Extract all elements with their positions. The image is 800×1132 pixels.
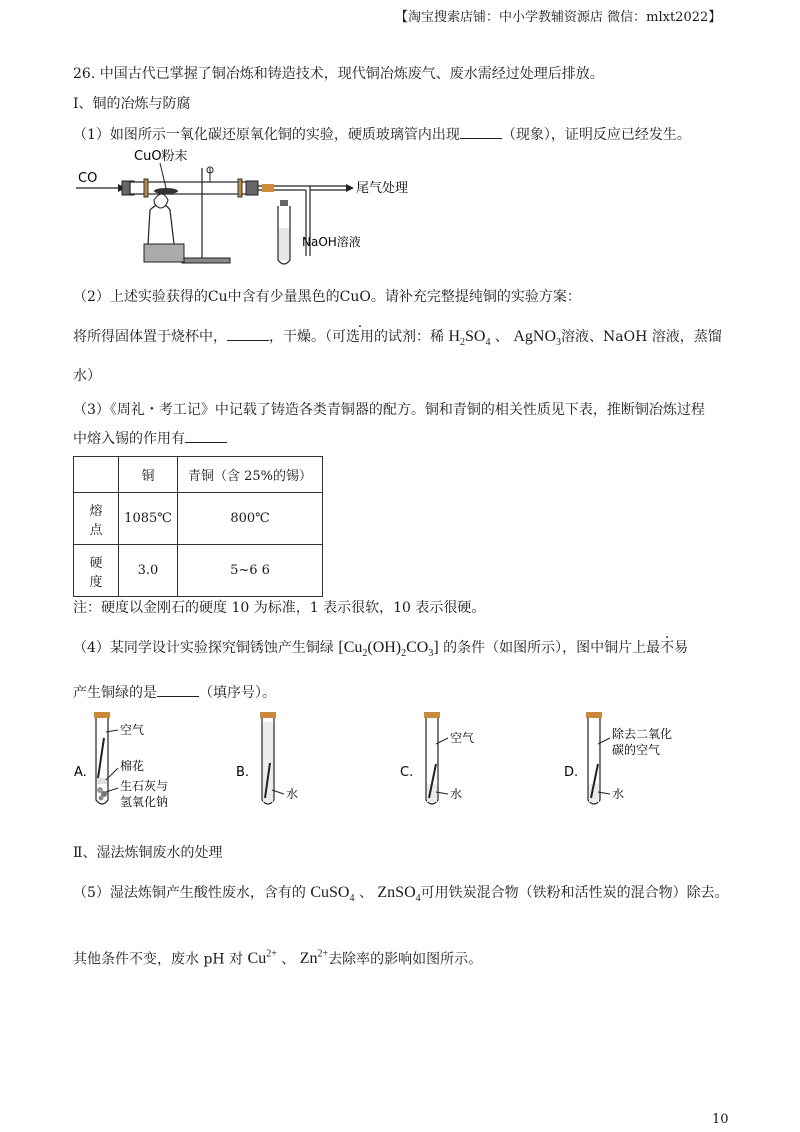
tube-d-water-label: 水 (612, 787, 625, 801)
q4-pre: （4）某同学设计实验探究铜锈蚀产生铜绿 (73, 640, 334, 656)
formula-cuso4: CuSO$_4$ (310, 884, 355, 905)
tube-d-letter: D. (564, 765, 579, 780)
tube-c-letter: C. (400, 765, 414, 780)
q4-line1 (73, 638, 688, 664)
header-shop-info: 【淘宝搜索店铺：中小学教辅资源店 微信：mlxt2022】 (395, 10, 722, 25)
tube-b-water-label: 水 (286, 787, 299, 801)
q1-pre: （1）如图所示一氧化碳还原氧化铜的实验，硬质玻璃管内出现 (73, 127, 460, 143)
q3-text: 中熔入锡的作用有 (73, 431, 185, 447)
q2-line3: 水） (73, 368, 101, 384)
q2-end: 溶液、NaOH 溶液，蒸馏 (561, 329, 722, 345)
formula-cu2oh2co3: $[Cu_2(OH)_2CO_3]$ (338, 639, 439, 660)
co-label: CO (78, 171, 98, 186)
table-header-row (74, 457, 323, 493)
q3-line2 (73, 428, 227, 449)
q3-line1: （3）《周礼・考工记》中记载了铸造各类青铜器的配方。铜和青铜的相关性质见下表，推断铜冶炼过程 (73, 402, 705, 418)
intro-text: 中国古代已掌握了铜冶炼和铸造技术，现代铜冶炼废气、废水需经过处理后排放。 (99, 66, 604, 82)
q2-line1: （2）上述实验获得的Cu中含有少量黑色的CuO。请补充完整提纯铜的实验方案： (73, 289, 581, 305)
q2-sep: 、 (494, 329, 509, 345)
copper-bronze-properties-table (73, 456, 323, 597)
copper-corrosion-tubes-diagram (70, 708, 730, 820)
tube-d (564, 712, 672, 804)
q4-emphasis: 不 (660, 640, 675, 656)
cuo-label: CuO粉末 (134, 149, 188, 164)
tube-d-air-label-2: 碳的空气 (612, 743, 661, 757)
q1-text (73, 124, 691, 145)
tube-c (400, 712, 474, 804)
table-header-cell: 青铜（含 25%的锡） (178, 457, 323, 493)
section2-title: Ⅱ、湿法炼铜废水的处理 (73, 845, 223, 861)
q2-tail: 的试剂：稀 (374, 329, 444, 345)
question-number: 26. (73, 66, 96, 82)
q6-line (73, 945, 482, 969)
q6-pre: 其他条件不变，废水 pH 对 (73, 951, 244, 968)
naoh-label: NaOH溶液 (302, 235, 361, 249)
copper-plate (98, 738, 104, 778)
table-header-cell (74, 457, 119, 493)
q4-post-a: 的条件（如图所示），图中铜片上最 (443, 640, 661, 656)
table-row (74, 545, 323, 597)
q1-post: （现象），证明反应已经发生。 (501, 127, 691, 143)
tube-b (236, 712, 298, 804)
formula-cu2plus: $Cu^{2+}$ (247, 949, 277, 968)
table-row-label: 硬 度 (74, 545, 119, 597)
exhaust-label: 尾气处理 (356, 181, 409, 196)
table-cell: 800℃ (178, 493, 323, 545)
cuo-powder (154, 188, 178, 194)
table-header-cell: 铜 (119, 457, 178, 493)
co-reduction-apparatus-diagram (70, 148, 430, 273)
q5-post: 可用铁炭混合物（铁粉和活性炭的混合物）除去。 (420, 885, 729, 901)
page-number: 10 (712, 1112, 729, 1127)
table-row-label: 熔 点 (74, 493, 119, 545)
formula-znso4: ZnSO$_4$ (377, 884, 421, 905)
q2-answer-blank[interactable] (227, 326, 269, 341)
q4-line2 (73, 682, 276, 703)
formula-h2so4: $H_2SO_4$ (448, 328, 491, 349)
tube-a-cotton-label: 棉花 (120, 759, 145, 773)
question-intro (73, 64, 604, 84)
q6-post: 去除率的影响如图所示。 (328, 951, 483, 968)
tube-a-letter: A. (74, 765, 87, 780)
tube-a-lime-label: 生石灰与 (120, 779, 169, 793)
q2-pre: 将所得固体置于烧杯中， (73, 329, 227, 345)
hardness-note: 注：硬度以金刚石的硬度 10 为标准，1 表示很软，10 表示很硬。 (73, 600, 486, 616)
q6-sep: 、 (281, 951, 296, 968)
lamp-base (144, 244, 184, 262)
q4-line2-pre: 产生铜绿的是 (73, 685, 157, 701)
tube-c-water-label: 水 (450, 787, 463, 801)
tube-a (74, 712, 168, 809)
tube-b-letter: B. (236, 765, 250, 780)
q4-answer-blank[interactable] (157, 682, 199, 697)
q3-answer-blank[interactable] (185, 428, 227, 443)
q1-answer-blank[interactable] (460, 124, 502, 139)
tube-c-air-label: 空气 (450, 731, 475, 745)
table-row (74, 493, 323, 545)
q2-mid: ，干燥。（可 (269, 329, 346, 345)
section1-title: Ⅰ、铜的冶炼与防腐 (73, 96, 191, 112)
formula-zn2plus: $Zn^{2+}$ (299, 949, 329, 968)
tube-a-naoh-label: 氢氧化钠 (120, 795, 169, 809)
table-cell: 1085℃ (119, 493, 178, 545)
q5-line (73, 883, 729, 909)
tube-d-air-label-1: 除去二氧化 (612, 727, 673, 741)
q5-sep: 、 (358, 885, 373, 901)
formula-agno3: AgNO$_3$ (513, 328, 562, 349)
q2-line2 (73, 326, 722, 353)
alcohol-lamp (148, 204, 174, 248)
q4-line2-post: （填序号）。 (199, 685, 276, 701)
q4-post-b: 易 (674, 640, 689, 656)
tube-a-air-label: 空气 (120, 723, 145, 737)
table-cell: 3.0 (119, 545, 178, 597)
table-cell: 5~6 6 (178, 545, 323, 597)
q5-pre: （5）湿法炼铜产生酸性废水，含有的 (73, 885, 306, 901)
q2-emphasis: 选用 (346, 329, 374, 345)
